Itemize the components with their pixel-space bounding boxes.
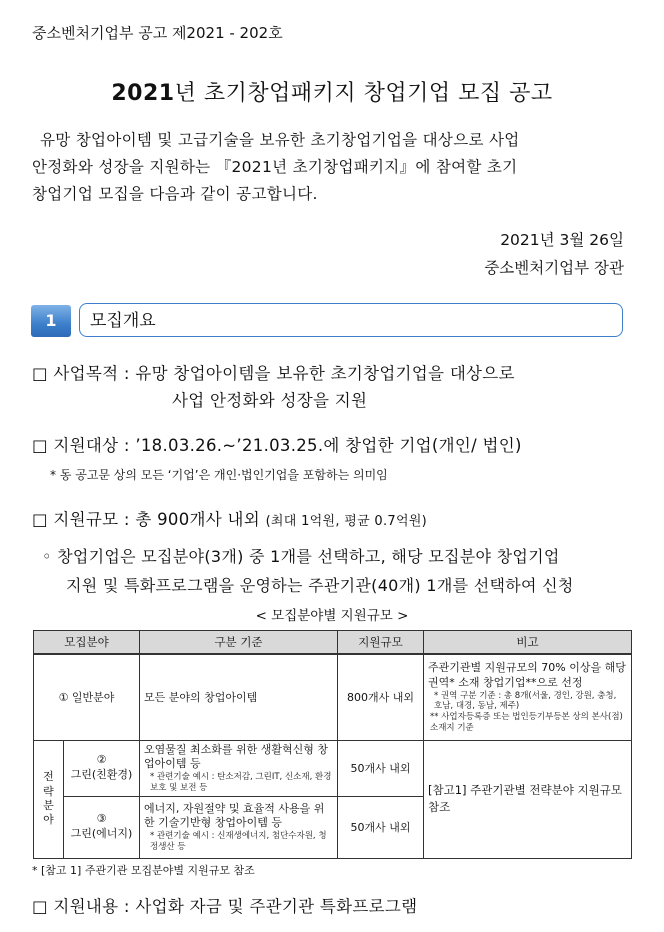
general-note	[424, 654, 632, 740]
support-content-line: □ 지원내용 : 사업화 자금 및 주관기관 특화프로그램	[32, 897, 418, 916]
publication-org: 중소벤처기업부 장관	[484, 259, 624, 277]
scale-line	[32, 506, 427, 530]
section-heading: 모집개요	[79, 303, 623, 337]
green-env-name: 그린(친환경)	[70, 768, 133, 781]
scale-table	[33, 630, 632, 859]
scale-main: □ 지원규모 : 총 900개사 내외	[32, 510, 266, 529]
general-criteria: 모든 분야의 창업아이템	[140, 654, 338, 740]
green-env-criteria-sub: * 관련기술 예시 : 탄소저감, 그린IT, 신소재, 환경보호 및 보전 등	[150, 772, 332, 793]
green-env-scale: 50개사 내외	[338, 740, 424, 796]
general-note-sub1: * 권역 구분 기준 : 총 8개(서울, 경인, 강원, 충청, 호남, 대경, 동남, 제주)	[434, 690, 617, 712]
green-energy-scale: 50개사 내외	[338, 796, 424, 858]
green-energy-name: 그린(에너지)	[70, 827, 133, 840]
table-footnote: * [참고 1] 주관기관 모집분야별 지원규모 참조	[32, 864, 255, 877]
header-field: 모집분야	[34, 631, 140, 655]
green-energy-criteria	[140, 796, 338, 858]
header-criteria: 구분 기준	[140, 631, 338, 655]
green-env-field	[64, 740, 140, 796]
target-line: □ 지원대상 : ’18.03.26.~’21.03.25.에 창업한 기업(개인/ 법인)	[32, 436, 522, 455]
strategic-label: 전략분야	[34, 740, 64, 858]
table-caption: < 모집분야별 지원규모 >	[255, 608, 409, 624]
selection-line-2: 지원 및 특화프로그램을 운영하는 주관기관(40개) 1개를 선택하여 신청	[66, 576, 574, 595]
intro-line-3: 창업기업 모집을 다음과 같이 공고합니다.	[32, 185, 318, 203]
purpose-line-2: 사업 안정화와 성장을 지원	[172, 391, 368, 410]
intro-line-1: 유망 창업아이템 및 고급기술을 보유한 초기창업기업을 대상으로 사업	[40, 131, 520, 149]
table-row	[34, 740, 632, 796]
notice-number: 중소벤처기업부 공고 제2021 - 202호	[32, 24, 283, 42]
strategic-note: [참고1] 주관기관별 전략분야 지원규모 참조	[424, 740, 632, 858]
selection-line-1: ◦ 창업기업은 모집분야(3개) 중 1개를 선택하고, 해당 모집분야 창업기업	[42, 547, 560, 566]
header-scale: 지원규모	[338, 631, 424, 655]
general-note-main: 주관기관별 지원규모의 70% 이상을 해당 권역* 소재 창업기업**으로 선정	[428, 661, 626, 689]
green-env-criteria-main: 오염물질 최소화를 위한 생활혁신형 창업아이템 등	[144, 742, 329, 771]
general-note-sub2: ** 사업자등록증 또는 법인등기부등본 상의 본사(점) 소재지 기준	[430, 712, 623, 733]
title-year: 2021	[111, 81, 175, 106]
green-energy-criteria-main: 에너지, 자원절약 및 효율적 사용을 위한 기술기반형 창업아이템 등	[144, 801, 325, 830]
page-title	[0, 76, 664, 107]
table-header-row	[34, 631, 632, 655]
general-field: ① 일반분야	[34, 654, 140, 740]
green-energy-criteria-sub: * 관련기술 예시 : 신재생에너지, 첨단수자원, 청정생산 등	[150, 831, 327, 852]
green-energy-num: ③	[96, 812, 107, 826]
purpose-line-1: □ 사업목적 : 유망 창업아이템을 보유한 초기창업기업을 대상으로	[32, 364, 515, 383]
intro-line-2: 안정화와 성장을 지원하는 『2021년 초기창업패키지』에 참여할 초기	[32, 158, 518, 176]
title-text: 년 초기창업패키지 창업기업 모집 공고	[174, 81, 553, 106]
general-scale: 800개사 내외	[338, 654, 424, 740]
green-env-num: ②	[96, 753, 107, 767]
green-energy-field	[64, 796, 140, 858]
scale-sub: (최대 1억원, 평균 0.7억원)	[265, 514, 428, 529]
publication-date: 2021년 3월 26일	[500, 231, 624, 249]
table-row	[34, 654, 632, 740]
header-note: 비고	[424, 631, 632, 655]
target-note: * 동 공고문 상의 모든 ‘기업’은 개인·법인기업을 포함하는 의미임	[50, 468, 388, 482]
green-env-criteria	[140, 740, 338, 796]
section-number-badge: 1	[31, 305, 71, 337]
